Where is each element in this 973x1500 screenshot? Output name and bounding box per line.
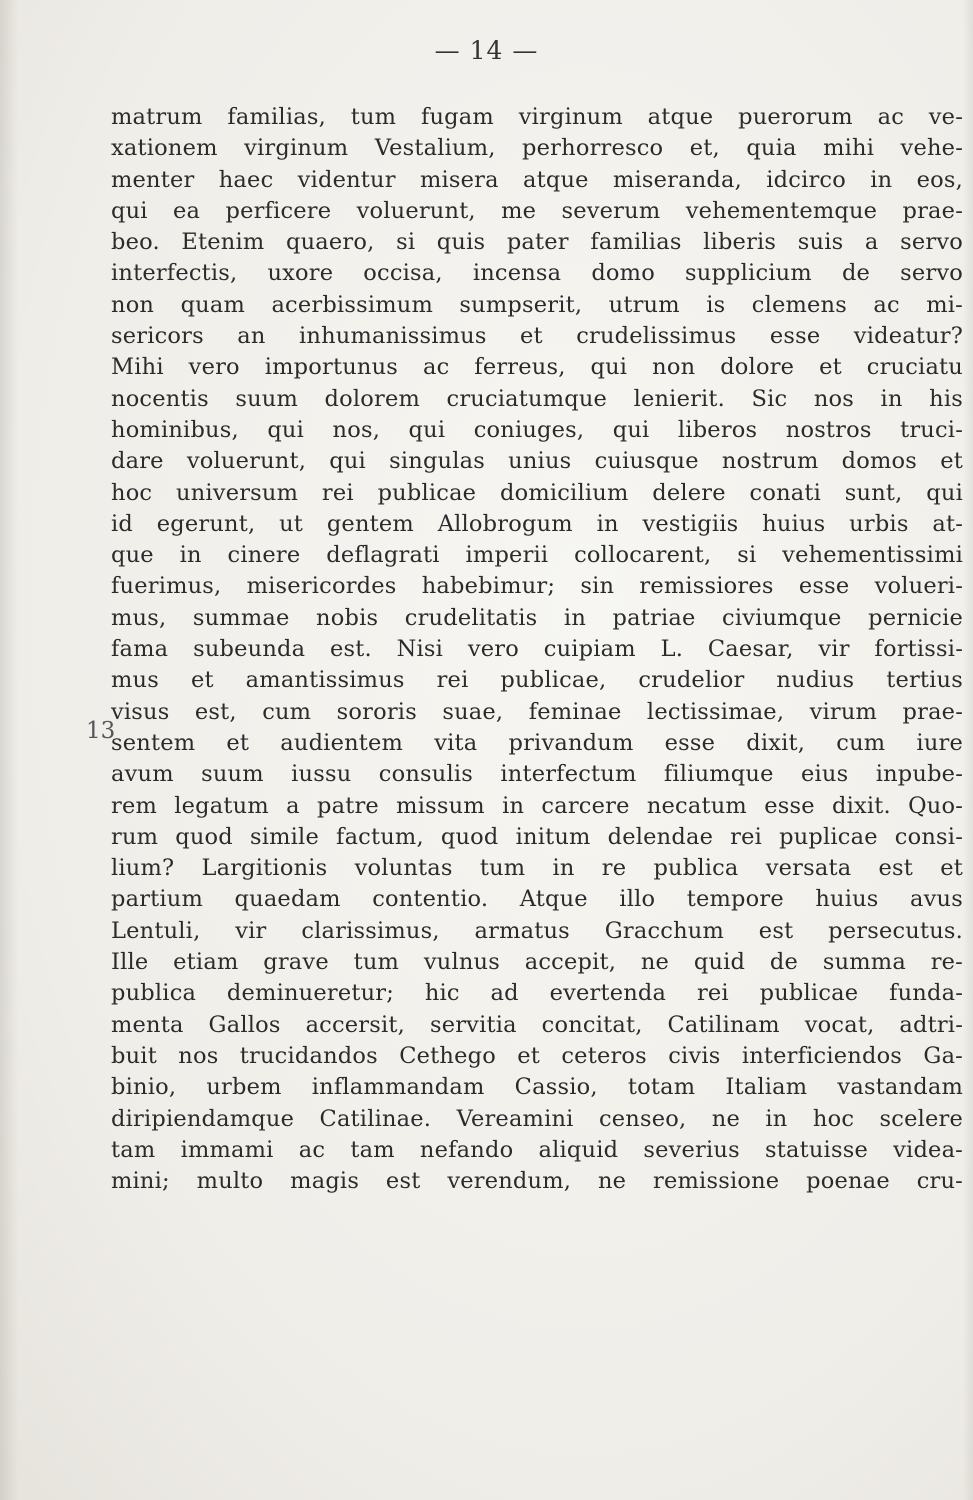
text-line: beo. Etenim quaero, si quis pater familias liberis suis a servo xyxy=(111,229,963,256)
text-line: menta Gallos accersit, servitia concitat, Catilinam vocat, adtri- xyxy=(111,1011,963,1038)
text-line: que in cinere deflagrati imperii collocarent, si vehementissimi xyxy=(111,542,963,569)
text-line: qui ea perficere voluerunt, me severum vehementemque prae- xyxy=(111,197,963,224)
text-line: xationem virginum Vestalium, perhorresco et, quia mihi vehe- xyxy=(111,135,963,162)
text-line: binio, urbem inflammandam Cassio, totam Italiam vastandam xyxy=(111,1074,963,1101)
text-line: Lentuli, vir clarissimus, armatus Gracchum est persecutus. xyxy=(111,917,963,944)
text-line: mus et amantissimus rei publicae, crudelior nudius tertius xyxy=(111,667,963,694)
text-line: visus est, cum sororis suae, feminae lectissimae, virum prae- xyxy=(111,698,963,725)
text-line: buit nos trucidandos Cethego et ceteros civis interficiendos Ga- xyxy=(111,1042,963,1069)
text-line: lium? Largitionis voluntas tum in re publica versata est et xyxy=(111,855,963,882)
text-line: matrum familias, tum fugam virginum atque puerorum ac ve- xyxy=(111,104,963,130)
text-line: rem legatum a patre missum in carcere necatum esse dixit. Quo- xyxy=(111,792,963,819)
text-line: Ille etiam grave tum vulnus accepit, ne quid de summa re- xyxy=(111,949,963,976)
text-line: rum quod simile factum, quod initum delendae rei puplicae consi- xyxy=(111,823,963,850)
text-line: diripiendamque Catilinae. Vereamini censeo, ne in hoc scelere xyxy=(111,1105,963,1132)
margin-section-number: 13 xyxy=(86,718,116,744)
text-line: dare voluerunt, qui singulas unius cuiusque nostrum domos et xyxy=(111,448,963,475)
page-left-edge-shadow xyxy=(0,0,18,1500)
text-line: partium quaedam contentio. Atque illo tempore huius avus xyxy=(111,886,963,913)
text-line: sentem et audientem vita privandum esse dixit, cum iure xyxy=(111,729,963,756)
text-line: fuerimus, misericordes habebimur; sin remissiores esse volueri- xyxy=(111,573,963,600)
text-line: menter haec videntur misera atque miseranda, idcirco in eos, xyxy=(111,166,963,193)
text-line: sericors an inhumanissimus et crudelissimus esse videatur? xyxy=(111,323,963,350)
text-line: non quam acerbissimum sumpserit, utrum is clemens ac mi- xyxy=(111,291,963,318)
text-line: publica deminueretur; hic ad evertenda rei publicae funda- xyxy=(111,980,963,1007)
text-line: hominibus, qui nos, qui coniuges, qui liberos nostros truci- xyxy=(111,416,963,443)
page-number: — 14 — xyxy=(434,36,539,65)
text-line: nocentis suum dolorem cruciatumque lenierit. Sic nos in his xyxy=(111,385,963,412)
body-text xyxy=(111,102,963,1197)
text-line: Mihi vero importunus ac ferreus, qui non dolore et cruciatu xyxy=(111,354,963,381)
text-line: tam immami ac tam nefando aliquid severius statuisse videa- xyxy=(111,1136,963,1163)
text-line: mini; multo magis est verendum, ne remissione poenae cru- xyxy=(111,1168,963,1195)
text-line: id egerunt, ut gentem Allobrogum in vestigiis huius urbis at- xyxy=(111,510,963,537)
text-line: mus, summae nobis crudelitatis in patriae civiumque pernicie xyxy=(111,604,963,631)
text-line: fama subeunda est. Nisi vero cuipiam L. Caesar, vir fortissi- xyxy=(111,636,963,663)
text-line: interfectis, uxore occisa, incensa domo supplicium de servo xyxy=(111,260,963,287)
text-line: avum suum iussu consulis interfectum filiumque eius inpube- xyxy=(111,761,963,788)
page-right-edge-shadow xyxy=(963,0,973,1500)
text-line: hoc universum rei publicae domicilium delere conati sunt, qui xyxy=(111,479,963,506)
